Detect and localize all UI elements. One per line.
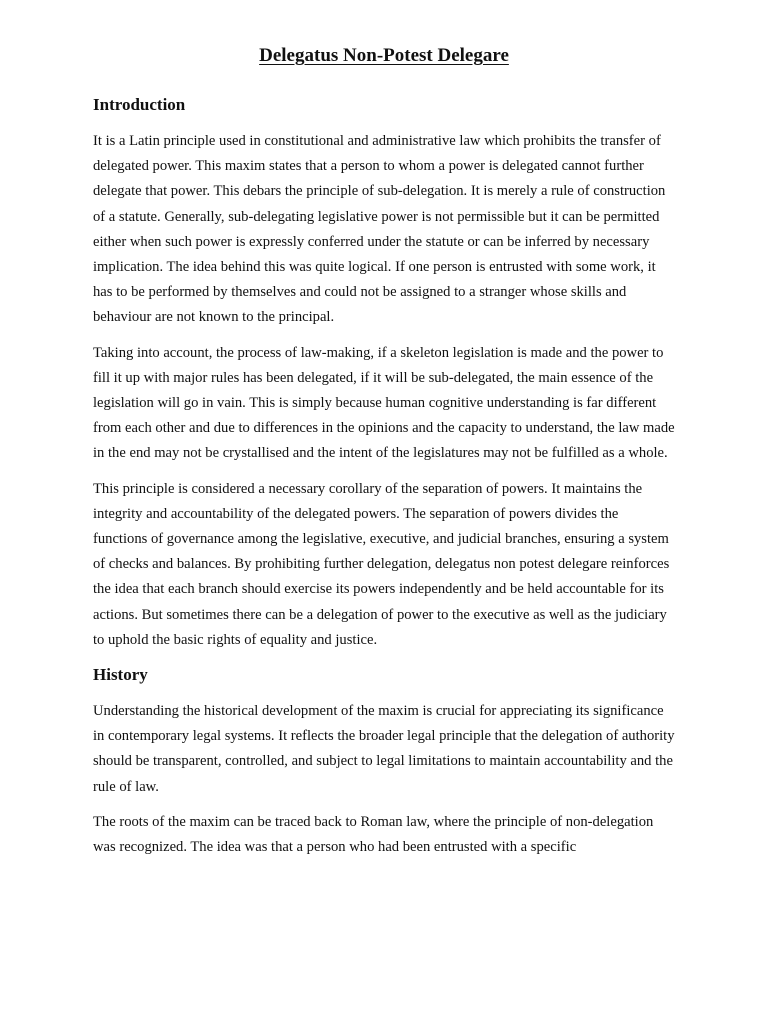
section-heading-history: History <box>93 665 148 685</box>
intro-paragraph-1: It is a Latin principle used in constitutional and administrative law which prohibits the transfer of delegated power. This maxim states that a person to whom a power is delegated cannot further delegate that power. This debars the principle of sub-delegation. It is merely a rule of construction of a statute. Generally, sub-delegating legislative power is not permissible but it can be permitted either when such power is expressly conferred under the statute or can be inferred by necessary implication. The idea behind this was quite logical. If one person is entrusted with some work, it has to be performed by themselves and could not be assigned to a stranger whose skills and behaviour are not known to the principal. <box>93 133 666 326</box>
section-heading-introduction: Introduction <box>93 95 186 114</box>
history-paragraph-1: Understanding the historical development of the maxim is crucial for appreciating its significance in contemporary legal systems. It reflects the broader legal principle that the delegation of authority should be transparent, controlled, and subject to legal limitations to maintain accountability and the rule of law. <box>93 703 675 795</box>
intro-paragraph-2: Taking into account, the process of law-making, if a skeleton legislation is made and the power to fill it up with major rules has been delegated, if it will be sub-delegated, the main essence of the legislation will go in vain. This is simply because human cognitive understanding is far different from each other and due to differences in the opinions and the capacity to understand, the law made in the end may not be crystallised and the intent of the legislatures may not be fulfilled as a whole. <box>93 344 675 462</box>
intro-paragraph-3: This principle is considered a necessary corollary of the separation of powers. It maintains the integrity and accountability of the delegated powers. The separation of powers divides the functions of governance among the legislative, executive, and judicial branches, ensuring a system of checks and balances. By prohibiting further delegation, delegatus non potest delegare reinforces the idea that each branch should exercise its powers independently and be held accountable for its actions. But sometimes there can be a delegation of power to the executive as well as the judiciary to uphold the basic rights of equality and justice. <box>93 480 670 648</box>
history-paragraph-2: The roots of the maxim can be traced back to Roman law, where the principle of non-delegation was recognized. The idea was that a person who had been entrusted with a specific <box>93 813 654 856</box>
document-page <box>93 43 675 870</box>
document-title: Delegatus Non-Potest Delegare <box>259 45 509 66</box>
